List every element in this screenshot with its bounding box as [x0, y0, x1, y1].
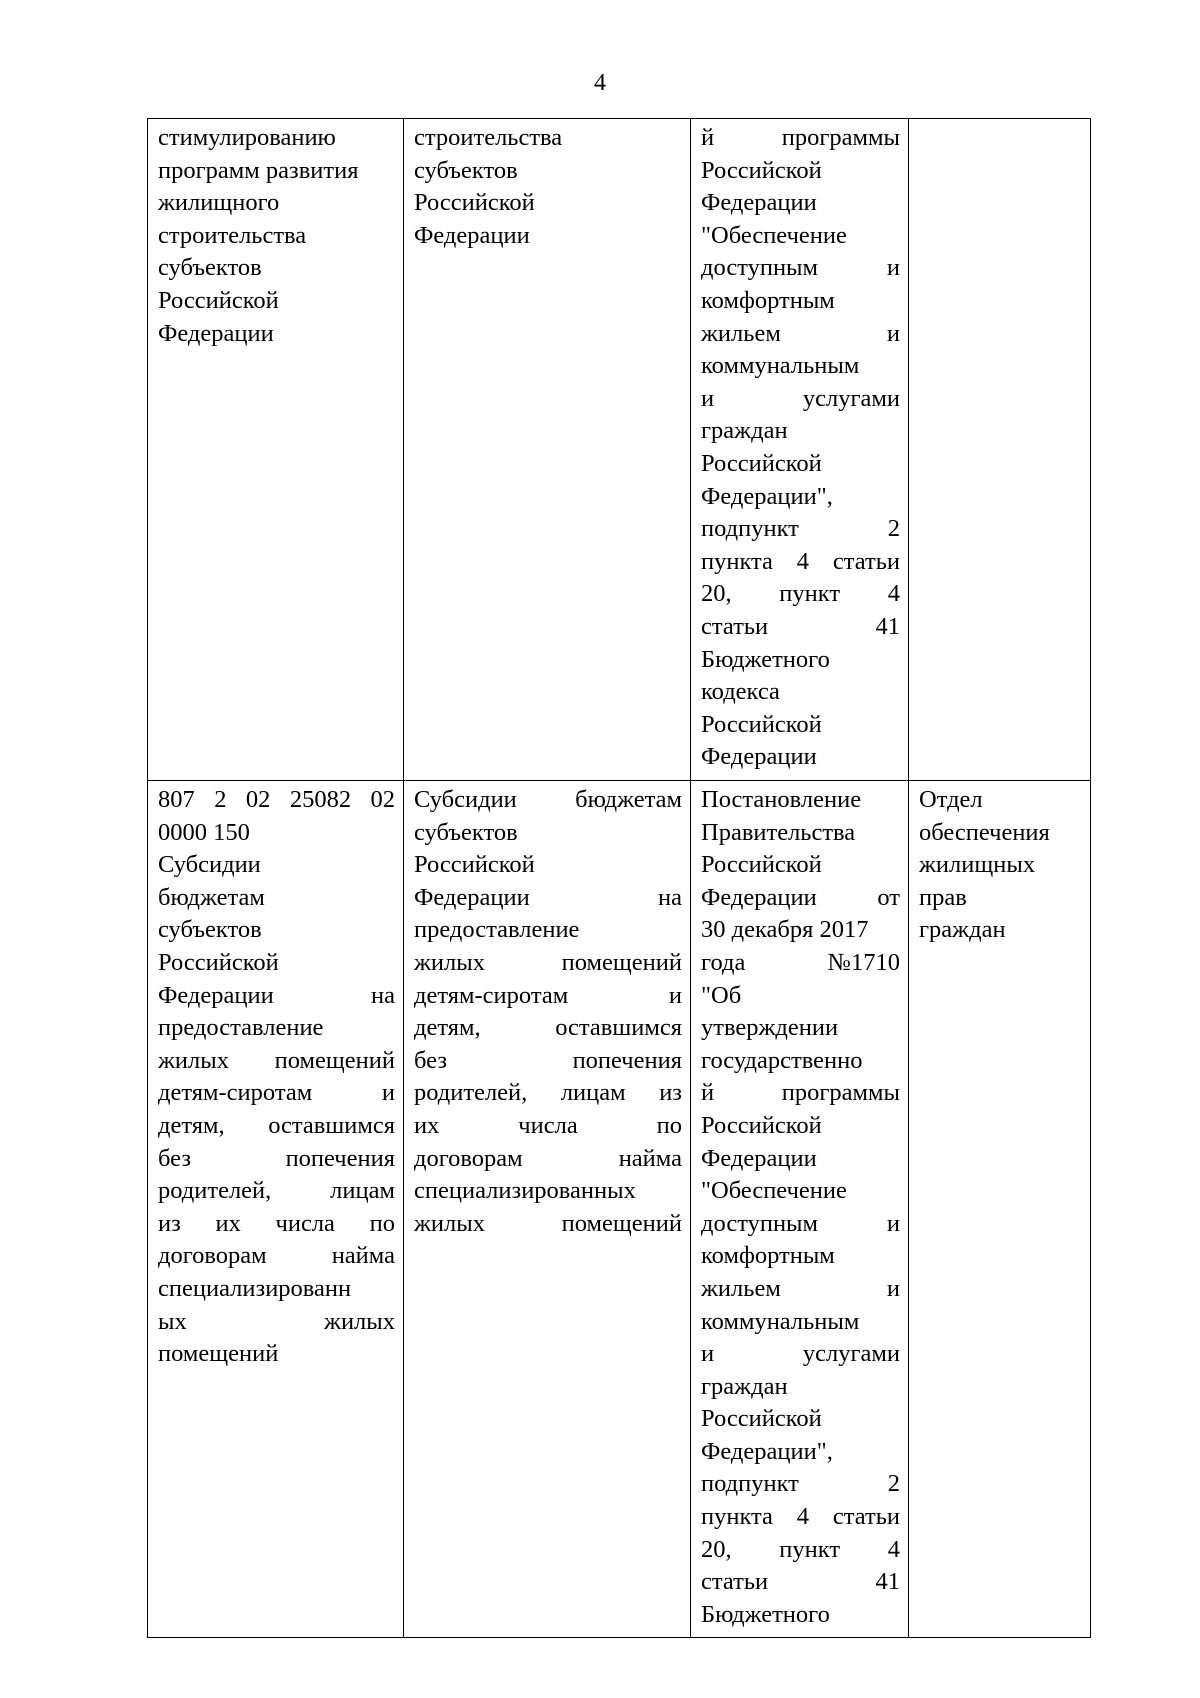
cell-text-line: стимулированию	[158, 124, 336, 151]
cell-text-line: Федерации на	[414, 883, 682, 911]
cell-text-line: родителей, лицам из	[414, 1079, 682, 1107]
cell-text-line: Российской	[701, 710, 822, 738]
cell-text-line: жилых помещений	[158, 1046, 395, 1074]
cell-text-line: из их числа по	[158, 1209, 395, 1237]
cell-text-line: Российской	[701, 449, 822, 477]
cell-text-line: Бюджетного	[701, 645, 830, 673]
cell-text-line: родителей, лицам	[158, 1177, 395, 1205]
cell-text-line: 30 декабря 2017	[701, 916, 869, 944]
cell-text-line: Постановление	[701, 786, 862, 813]
cell-text-line: ых жилых	[158, 1307, 395, 1335]
cell-text-line: жильем и	[701, 1274, 900, 1302]
cell-text-line: Федерации от	[701, 883, 900, 911]
table-cell	[691, 119, 909, 781]
cell-text-line: и услугами	[701, 384, 900, 412]
cell-text-line: субъектов	[414, 818, 518, 846]
cell-text-line: без попечения	[158, 1144, 395, 1172]
cell-text-line: специализированн	[158, 1274, 352, 1302]
cell-text-line: Субсидии бюджетам	[414, 786, 682, 813]
cell-text-line: бюджетам	[158, 883, 265, 911]
cell-text-line: й программы	[701, 124, 900, 151]
cell-text-line: граждан	[701, 1372, 788, 1400]
cell-text-line: жилищных	[919, 851, 1036, 879]
cell-text-line: Федерации на	[158, 981, 395, 1009]
cell-text-line: года №1710	[701, 948, 900, 976]
cell-text-line: Федерации	[701, 743, 817, 771]
cell-text-line: подпункт 2	[701, 1470, 900, 1498]
cell-text-line: статьи 41	[701, 1568, 900, 1596]
budget-codes-table	[147, 118, 1091, 1638]
table-row	[148, 781, 1091, 1638]
table-cell	[148, 781, 404, 1638]
cell-text-line: Федерации	[701, 1144, 817, 1172]
cell-text-line: пункта 4 статьи	[701, 1503, 900, 1531]
cell-text-line: й программы	[701, 1079, 900, 1107]
cell-text-line: Российской	[158, 948, 279, 976]
cell-text-line: жилищного	[158, 189, 280, 217]
cell-text-line: прав	[919, 883, 967, 911]
cell-text-line: Российской	[414, 851, 535, 879]
cell-text-line: Федерации",	[701, 482, 833, 510]
cell-text-line: Российской	[701, 1111, 822, 1139]
cell-text-line: Федерации	[701, 189, 817, 217]
cell-text-line: строительства	[414, 124, 563, 151]
table-cell	[148, 119, 404, 781]
table-cell	[691, 781, 909, 1638]
cell-text-line: жильем и	[701, 319, 900, 347]
cell-text-line: специализированных	[414, 1177, 636, 1205]
table-cell	[909, 119, 1091, 781]
cell-text-line: граждан	[701, 417, 788, 445]
cell-text-line: строительства	[158, 221, 307, 249]
cell-text-line: предоставление	[158, 1014, 324, 1042]
cell-text-line: "Обеспечение	[701, 1177, 847, 1205]
cell-text-line: жилых помещений	[414, 1209, 682, 1237]
table-cell	[404, 119, 691, 781]
cell-text-line: доступным и	[701, 1209, 900, 1237]
page-number: 4	[594, 70, 606, 96]
cell-text-line: подпункт 2	[701, 515, 900, 543]
cell-text-line: 807 2 02 25082 02	[158, 786, 395, 813]
cell-text-line: Российской	[701, 156, 822, 184]
cell-text-line: обеспечения	[919, 818, 1050, 846]
cell-text-line: Отдел	[919, 786, 983, 813]
cell-text-line: Федерации	[414, 221, 530, 249]
cell-text-line: Российской	[701, 851, 822, 879]
cell-text-line: Российской	[701, 1405, 822, 1433]
cell-text-line: и услугами	[701, 1340, 900, 1368]
cell-text-line: пункта 4 статьи	[701, 547, 900, 575]
cell-text-line: детям, оставшимся	[158, 1111, 395, 1139]
cell-text-line: "Обеспечение	[701, 221, 847, 249]
cell-text-line: программ развития	[158, 156, 359, 184]
cell-text-line: детям, оставшимся	[414, 1014, 682, 1042]
cell-text-line: договорам найма	[158, 1242, 395, 1270]
cell-text-line: Правительства	[701, 818, 856, 846]
table-row	[148, 119, 1091, 781]
cell-text-line: комфортным	[701, 1242, 835, 1270]
cell-text-line: субъектов	[158, 254, 262, 282]
cell-text-line: коммунальным	[701, 1307, 860, 1335]
cell-text-line: государственно	[701, 1046, 863, 1074]
cell-text-line: доступным и	[701, 254, 900, 282]
cell-text-line: Российской	[158, 286, 279, 314]
cell-text-line: Федерации",	[701, 1437, 833, 1465]
cell-text-line: детям-сиротам и	[158, 1079, 395, 1107]
cell-text-line: кодекса	[701, 678, 780, 706]
cell-text-line: договорам найма	[414, 1144, 682, 1172]
cell-text-line: утверждении	[701, 1014, 839, 1042]
cell-text-line: предоставление	[414, 916, 580, 944]
cell-text-line: Субсидии	[158, 851, 261, 879]
cell-text-line: Федерации	[158, 319, 274, 347]
cell-text-line: субъектов	[158, 916, 262, 944]
cell-text-line: жилых помещений	[414, 948, 682, 976]
cell-text-line: Российской	[414, 189, 535, 217]
cell-text-line: статьи 41	[701, 612, 900, 640]
cell-text-line: 0000 150	[158, 818, 250, 846]
cell-text-line: помещений	[158, 1340, 279, 1368]
table-cell	[909, 781, 1091, 1638]
cell-text-line: комфортным	[701, 286, 835, 314]
table-cell	[404, 781, 691, 1638]
cell-text-line: Бюджетного	[701, 1600, 830, 1628]
cell-text-line: субъектов	[414, 156, 518, 184]
cell-text-line: их числа по	[414, 1111, 682, 1139]
cell-text-line: 20, пункт 4	[701, 1535, 900, 1563]
cell-text-line: 20, пункт 4	[701, 580, 900, 608]
cell-text-line: без попечения	[414, 1046, 682, 1074]
cell-text-line: детям-сиротам и	[414, 981, 682, 1009]
cell-text-line: коммунальным	[701, 352, 860, 380]
cell-text-line: граждан	[919, 916, 1006, 944]
cell-text-line: "Об	[701, 981, 742, 1009]
